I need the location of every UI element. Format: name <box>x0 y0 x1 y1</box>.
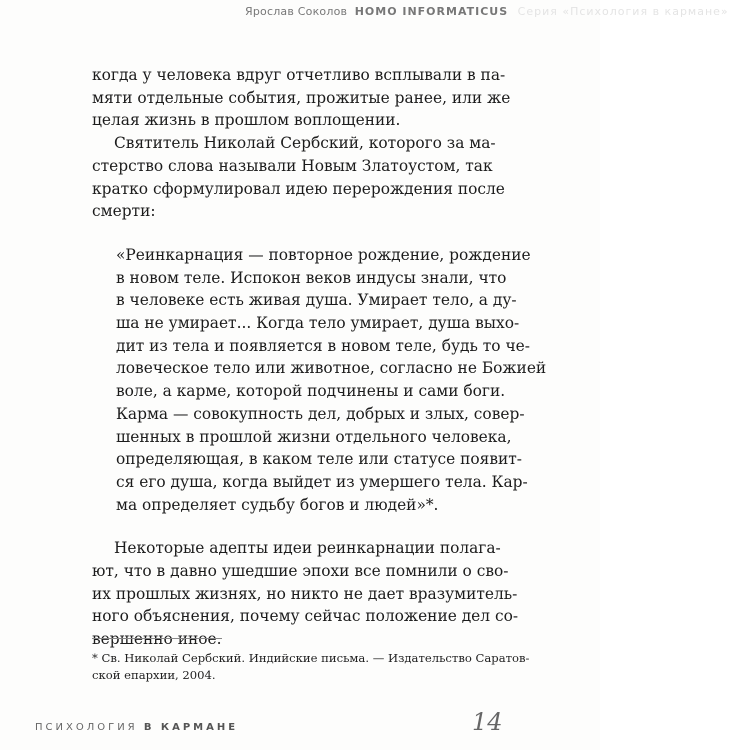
body-text <box>92 64 547 651</box>
quote-line: в новом теле. Испокон веков индусы знали, что <box>116 268 507 287</box>
text-line: целая жизнь в прошлом воплощении. <box>92 111 401 130</box>
quote-line: в человеке есть живая душа. Умирает тело, а ду- <box>116 291 517 310</box>
text-line: вершенно иное. <box>92 630 222 649</box>
block-quote <box>116 244 547 516</box>
text-line: Святитель Николай Сербский, которого за ма- <box>114 134 496 153</box>
footer-series-part1: ПСИХОЛОГИЯ <box>35 722 138 733</box>
paragraph-1 <box>92 64 512 132</box>
header-series: HOMO INFORMATICUS <box>354 5 509 18</box>
footnote-line: * Св. Николай Сербский. Индийские письма. — Издательство Саратов- <box>92 651 530 665</box>
text-line: их прошлых жизнях, но никто не дает вразумитель- <box>92 584 518 603</box>
text-line: Некоторые адепты идеи реинкарнации полага- <box>114 539 501 558</box>
header-author: Ярослав Соколов <box>245 5 348 18</box>
text-line: когда у человека вдруг отчетливо всплывали в па- <box>92 66 506 84</box>
header-bleedthrough: Серия «Психология в кармане» <box>517 5 729 18</box>
footnote <box>92 650 530 684</box>
quote-line: определяющая, в каком теле или статусе появит- <box>116 450 522 469</box>
quote-line: «Реинкарнация — повторное рождение, рождение <box>116 245 531 264</box>
quote-line: шенных в прошлой жизни отдельного человека, <box>116 427 512 446</box>
text-line: кратко сформулировал идею перерождения после <box>92 179 505 198</box>
text-line: мяти отдельные события, прожитые ранее, или же <box>92 88 511 107</box>
quote-line: дит из тела и появляется в новом теле, будь то че- <box>116 336 530 355</box>
quote-line: воле, а карме, которой подчинены и сами боги. <box>116 382 506 401</box>
text-line: стерство слова называли Новым Златоустом, так <box>92 156 493 175</box>
footer-series-part2: В КАРМАНЕ <box>143 722 239 733</box>
paragraph-2 <box>92 132 512 223</box>
text-line: ют, что в давно ушедшие эпохи все помнили о сво- <box>92 562 509 581</box>
page-number: 14 <box>472 708 503 736</box>
footer-series <box>35 722 238 733</box>
quote-line: ма определяет судьбу богов и людей»*. <box>116 495 439 514</box>
quote-line: ловеческое тело или животное, согласно не Божией <box>116 359 547 378</box>
quote-line: ся его душа, когда выйдет из умершего тела. Кар- <box>116 472 528 491</box>
footnote-rule <box>92 638 222 639</box>
quote-line: Карма — совокупность дел, добрых и злых, совер- <box>116 404 525 423</box>
footnote-line: ской епархии, 2004. <box>92 668 216 682</box>
text-line: смерти: <box>92 202 156 221</box>
text-line: ного объяснения, почему сейчас положение дел со- <box>92 607 519 626</box>
running-header <box>245 5 729 23</box>
paragraph-3 <box>92 537 519 651</box>
quote-line: ша не умирает... Когда тело умирает, душа выхо- <box>116 314 520 333</box>
